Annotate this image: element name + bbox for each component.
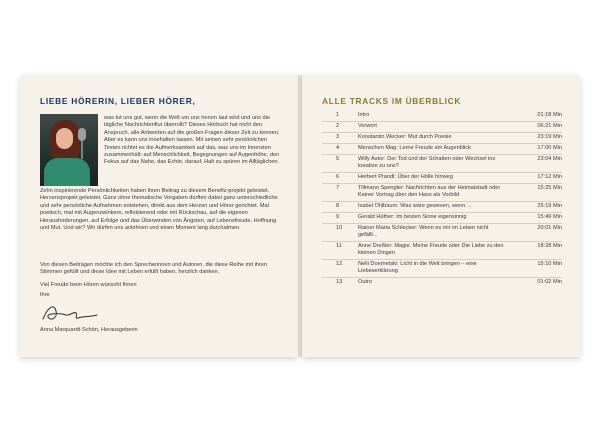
booklet-left-page bbox=[20, 75, 298, 357]
track-row bbox=[322, 203, 562, 213]
track-duration: 17:00 Min bbox=[537, 145, 562, 151]
right-page-heading: ALLE TRACKS IM ÜBERBLICK bbox=[322, 96, 462, 106]
author-photo bbox=[40, 114, 98, 186]
track-row bbox=[322, 123, 562, 133]
track-row bbox=[322, 279, 562, 288]
track-number: 5 bbox=[336, 156, 340, 162]
left-page-heading: LIEBE HÖRERIN, LIEBER HÖRER, bbox=[40, 96, 196, 106]
track-number: 11 bbox=[336, 243, 342, 249]
signer-name: Anna Marquardt-Schön, Herausgeberin bbox=[40, 327, 138, 333]
track-row bbox=[322, 225, 562, 242]
track-number: 9 bbox=[336, 214, 340, 220]
track-number: 1 bbox=[336, 112, 340, 118]
track-row bbox=[322, 214, 562, 224]
track-title: Intro bbox=[358, 112, 370, 118]
track-title: Isabel Ohlbaum: Was wäre gewesen, wenn ... bbox=[358, 203, 472, 209]
track-number: 2 bbox=[336, 123, 340, 129]
track-title: Willy Astor: Der Tod und der Schatten oder Wechsel ins kreative zu uns? bbox=[358, 156, 496, 170]
track-duration: 18:28 Min bbox=[537, 243, 562, 249]
track-title: Anne Dreßler: Magie. Meine Freude oder Die Liebe zu den kleinen Dingen bbox=[358, 243, 504, 257]
track-title: Menschen Mag: Lerne Freude am Augenblick bbox=[358, 145, 471, 151]
track-number: 10 bbox=[336, 225, 343, 231]
track-duration: 06:21 Min bbox=[537, 123, 562, 129]
track-row bbox=[322, 261, 562, 278]
track-number: 6 bbox=[336, 174, 340, 180]
track-number: 8 bbox=[336, 203, 340, 209]
body-paragraph: Zehn inspirierende Persönlichkeiten haben ihren Beitrag zu diesem Benefiz-projekt geleistet. Herzensprojekt geleistet. Ganz ohne thematische Vorgaben durften dabei ganz unterschiedliche und sehr persönliche Aufnahmen entstehen, direkt aus dem Herzen und Hörer gerichtet. Mal poetisch, mal mit Augenzwinkern, reflektierend oder mit Rückschau, auf die eigenen Herausforderungen, auf Erfolge und das Überwinden von Ängsten, auf Lebensfreude, Hoffnung und Mut. Und wir? Wir dürfen uns anlehnen und einen Moment lang durchatmen. bbox=[40, 188, 278, 232]
track-row bbox=[322, 134, 562, 144]
track-number: 7 bbox=[336, 185, 340, 191]
handwritten-signature bbox=[40, 301, 100, 325]
track-row bbox=[322, 112, 562, 122]
intro-paragraph: was tut uns gut, wenn die Welt um uns herum laut wird und uns die tägliche Nachrichtenflut überrollt? Dieses Hörbuch hat nicht den Anspruch, alle Antworten auf die großen Fragen dieser Zeit zu kennen. Aber es kann uns innehalten lassen. Mit seinen sehr persönlichen Texten richtet es die Aufmerksamkeit auf das, was uns im Innersten zusammenhält: auf Menschlichkeit, Begegnungen auf Augenhöhe, den Fokus auf das Nahe, das Echte, darauf, Halt zu spüren im Alltäglichen. bbox=[104, 115, 280, 166]
closing-greeting: Viel Freude beim Hören wünscht Ihnen bbox=[40, 282, 137, 288]
track-row bbox=[322, 145, 562, 155]
track-duration: 01:18 Min bbox=[537, 112, 562, 118]
track-title: Gerald Hüther: Im besten Sinne eigensinnig bbox=[358, 214, 467, 220]
track-duration: 23:19 Min bbox=[537, 134, 562, 140]
track-duration: 01:02 Min bbox=[537, 279, 562, 285]
track-title: Rainer Maria Schlecker: Wenn es mir im Leben nicht gefällt... bbox=[358, 225, 489, 239]
track-duration: 25:19 Min bbox=[537, 203, 562, 209]
track-duration: 20:01 Min bbox=[537, 225, 562, 231]
track-duration: 15:10 Min bbox=[537, 261, 562, 267]
track-title: Vorwort bbox=[358, 123, 377, 129]
track-row bbox=[322, 156, 562, 173]
track-number: 13 bbox=[336, 279, 343, 285]
track-duration: 15:49 Min bbox=[537, 214, 562, 220]
track-number: 12 bbox=[336, 261, 343, 267]
booklet-right-page bbox=[302, 75, 580, 357]
track-duration: 17:12 Min bbox=[537, 174, 562, 180]
track-title: Herbert Prandl: Über der Hölle hinweg bbox=[358, 174, 453, 180]
closing-ihre: Ihre bbox=[40, 292, 50, 298]
track-duration: 15:25 Min bbox=[537, 185, 562, 191]
track-title: Nelli Doernetski: Licht in die Welt bringen – eine Liebeserklärung bbox=[358, 261, 477, 275]
track-number: 4 bbox=[336, 145, 340, 151]
track-row bbox=[322, 243, 562, 260]
track-title: Konstantin Wecker: Mut durch Poesie bbox=[358, 134, 452, 140]
track-duration: 23:04 Min bbox=[537, 156, 562, 162]
track-number: 3 bbox=[336, 134, 340, 140]
track-title: Tillmann Spengler: Nachrichten aus der Heimatstadt oder Keiner Vortrag über den Hass als Vorbild bbox=[358, 185, 501, 199]
track-row bbox=[322, 174, 562, 184]
track-title: Outro bbox=[358, 279, 372, 285]
track-row bbox=[322, 185, 562, 202]
second-paragraph: Von diesen Beiträgen möchte ich den Sprecherinnen und Autoren, die diese Reihe mit ihren Stimmen gefüllt und diese Idee mit Leben erfüllt haben, herzlich danken. bbox=[40, 262, 268, 276]
